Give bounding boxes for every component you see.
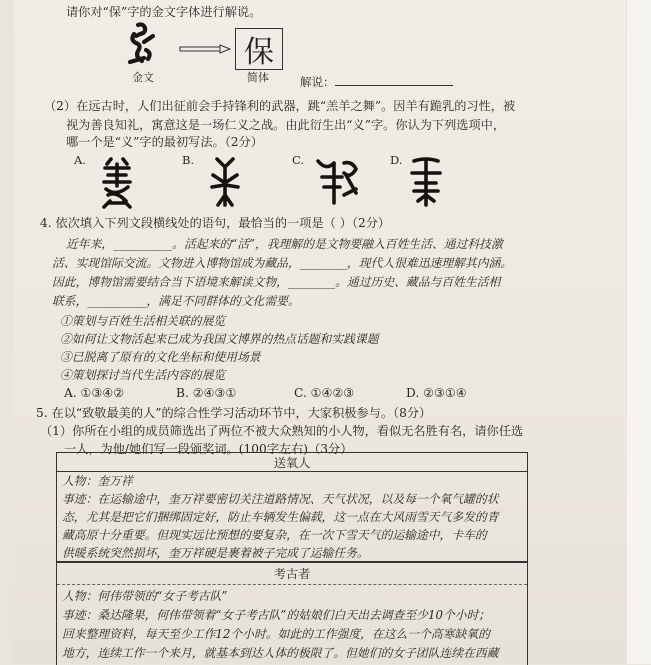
q4-choice-d: D. ②③①④ — [406, 386, 467, 400]
option-b-label: B. — [182, 153, 195, 167]
card1-person: 人物：奎万祥 — [62, 474, 133, 488]
q4-paragraph-line1: 近年来，__________。活起来的“活”，我理解的是文物要融入百姓生活、通过科技激 — [66, 237, 503, 251]
card1-divider — [57, 471, 527, 472]
card1-line3: 藏高原十分重要。但现实远比预想的要复杂，在一次下雪天气的运输途中，卡车的 — [62, 528, 487, 542]
q4-paragraph-line3: 因此，博物馆需要结合当下语境来解读文物，________。通过历史、藏品与百姓生活相 — [52, 275, 501, 289]
card2-title: 考古者 — [273, 567, 311, 581]
option-c-glyph — [314, 155, 362, 209]
option-a-label: A. — [74, 153, 86, 167]
card2-line3: 地方，连续工作一个来月，就基本到达人体的极限了。但她们的女子团队连续在西藏 — [62, 646, 499, 660]
card2-line2: 回来整理资料，每天至少工作12个小时。如此的工作强度，在这么一个高寒缺氧的 — [62, 627, 490, 641]
q4-paragraph-line2: 活、实现馆际交流。文物进入博物馆成为藏品，________，现代人很难迅速理解其内涵。 — [52, 256, 513, 270]
jinwen-bao-glyph — [122, 22, 162, 68]
card2-line1: 事迹：桑达隆果，何伟带领着“女子考古队”的姑娘们白天出去调查至少10个小时； — [62, 608, 491, 622]
simplified-char-box — [235, 28, 283, 70]
simplified-char: 保 — [244, 35, 274, 70]
option-b-glyph — [204, 155, 246, 209]
q4-choice-a: A. ①③④② — [64, 386, 125, 400]
q5-sub1-line1: （1）你所在小组的成员筛选出了两位不被大众熟知的小人物，看似无名胜有名，请你任选 — [40, 424, 524, 438]
card2-divider — [57, 584, 527, 585]
exam-paper — [14, 0, 626, 664]
q3-sub2-line2: 视为善良知礼，寓意这是一场仁义之战。由此衍生出“义”字。你认为下列选项中， — [66, 118, 506, 132]
card1-line1: 事迹：在运输途中，奎万祥要密切关注道路情况、天气状况，以及每一个氧气罐的状 — [62, 492, 499, 506]
q5-sub1-line2: 一人，为他/她们写一段颁奖词。(100字左右)（3分） — [64, 442, 353, 456]
q4-choice-b: B. ②④③① — [176, 386, 237, 400]
q4-item-4: ④策划探讨当代生活内容的展览 — [60, 368, 226, 382]
q3-sub2-line3: 哪一个是“义”字的最初写法。（2分） — [66, 135, 263, 149]
page-edge — [627, 0, 651, 664]
q3-sub2-line1: （2）在远古时，人们出征前会手持锋利的武器，跳“羔羊之舞”。因羊有跪乳的习性，被 — [44, 99, 516, 113]
card1-line2: 态，尤其是把它们捆绑固定好，防止车辆发生偏载，这一点在大风雨雪天气多发的青 — [62, 510, 499, 524]
option-c-label: C. — [292, 153, 305, 167]
award-card-oxygen-deliverer — [56, 452, 528, 563]
award-card-archaeologist — [56, 561, 528, 665]
q3-intro: 请你对“保”字的金文字体进行解说。 — [66, 5, 262, 19]
card1-line4: 供暖系统突然损坏，奎万祥硬是裹着被子完成了运输任务。 — [62, 546, 369, 560]
q5-stem: 5. 在以“致敬最美的人”的综合性学习活动环节中，大家积极参与。（8分） — [36, 406, 432, 420]
card1-title: 送氧人 — [273, 456, 311, 470]
card2-person: 人物：何伟带领的“女子考古队” — [62, 589, 228, 603]
q4-item-3: ③已脱离了原有的文化坐标和使用场景 — [60, 350, 261, 364]
option-a-glyph — [96, 155, 138, 209]
option-d-label: D. — [390, 153, 403, 167]
q4-choice-c: C. ①④②③ — [294, 386, 355, 400]
label-jianti: 简体 — [247, 71, 269, 84]
q4-item-2: ②如何让文物活起来已成为我国文博界的热点话题和实践课题 — [60, 332, 379, 346]
q4-stem: 4. 依次填入下列文段横线处的语句，最恰当的一项是（ ）（2分） — [40, 216, 391, 230]
q4-item-1: ①策划与百姓生活相关联的展览 — [60, 314, 226, 328]
label-jinwen: 金文 — [132, 71, 154, 84]
jieshuo-label: 解说： — [300, 74, 453, 90]
arrow-right-icon — [179, 44, 231, 54]
q4-paragraph-line4: 联系，__________，满足不同群体的文化需要。 — [52, 294, 300, 308]
option-d-glyph — [406, 155, 446, 209]
